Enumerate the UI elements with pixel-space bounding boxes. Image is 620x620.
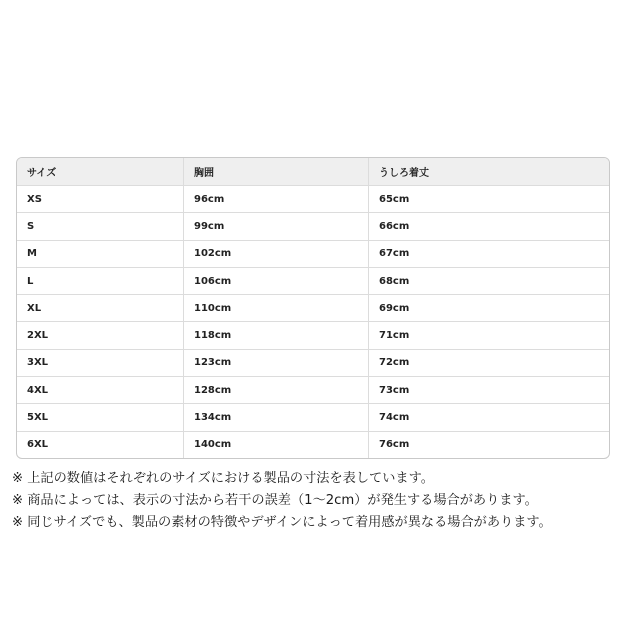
chest-cell: 102cm xyxy=(183,241,368,267)
back-length-cell: 67cm xyxy=(368,241,609,267)
size-cell: M xyxy=(27,248,37,260)
header-size: サイズ xyxy=(27,168,57,179)
chest-cell: 140cm xyxy=(183,432,368,458)
table-row xyxy=(17,294,609,321)
chest-cell: 134cm xyxy=(183,404,368,430)
back-length-cell: 65cm xyxy=(368,186,609,212)
header-chest: 胸囲 xyxy=(183,158,368,185)
size-notes xyxy=(12,468,616,534)
size-cell: 4XL xyxy=(27,384,49,396)
table-row xyxy=(17,376,609,403)
table-row xyxy=(17,267,609,294)
back-length-cell: 76cm xyxy=(368,432,609,458)
size-cell: 3XL xyxy=(27,357,49,369)
note-fit: ※ 同じサイズでも、製品の素材の特徴やデザインによって着用感が異なる場合があります。 xyxy=(12,515,552,530)
table-row xyxy=(17,431,609,458)
header-back-length: うしろ着丈 xyxy=(368,158,609,185)
chest-cell: 106cm xyxy=(183,268,368,294)
size-cell: XS xyxy=(27,193,42,205)
size-cell: L xyxy=(27,275,34,287)
note-measurement: ※ 上記の数値はそれぞれのサイズにおける製品の寸法を表しています。 xyxy=(12,471,434,486)
table-row xyxy=(17,403,609,430)
chest-cell: 96cm xyxy=(183,186,368,212)
table-row xyxy=(17,349,609,376)
size-cell: 6XL xyxy=(27,439,49,451)
table-row xyxy=(17,240,609,267)
back-length-cell: 72cm xyxy=(368,350,609,376)
table-row xyxy=(17,185,609,212)
table-row xyxy=(17,321,609,348)
size-cell: XL xyxy=(27,302,42,314)
back-length-cell: 69cm xyxy=(368,295,609,321)
chest-cell: 118cm xyxy=(183,322,368,348)
back-length-cell: 66cm xyxy=(368,213,609,239)
chest-cell: 110cm xyxy=(183,295,368,321)
size-cell: 2XL xyxy=(27,330,49,342)
size-chart-table xyxy=(16,157,610,459)
back-length-cell: 74cm xyxy=(368,404,609,430)
chest-cell: 99cm xyxy=(183,213,368,239)
size-cell: 5XL xyxy=(27,412,49,424)
size-cell: S xyxy=(27,220,35,232)
table-header-row xyxy=(17,158,609,185)
chest-cell: 123cm xyxy=(183,350,368,376)
back-length-cell: 68cm xyxy=(368,268,609,294)
chest-cell: 128cm xyxy=(183,377,368,403)
back-length-cell: 71cm xyxy=(368,322,609,348)
note-tolerance: ※ 商品によっては、表示の寸法から若干の誤差（1〜2cm）が発生する場合があります。 xyxy=(12,493,538,508)
back-length-cell: 73cm xyxy=(368,377,609,403)
table-row xyxy=(17,212,609,239)
